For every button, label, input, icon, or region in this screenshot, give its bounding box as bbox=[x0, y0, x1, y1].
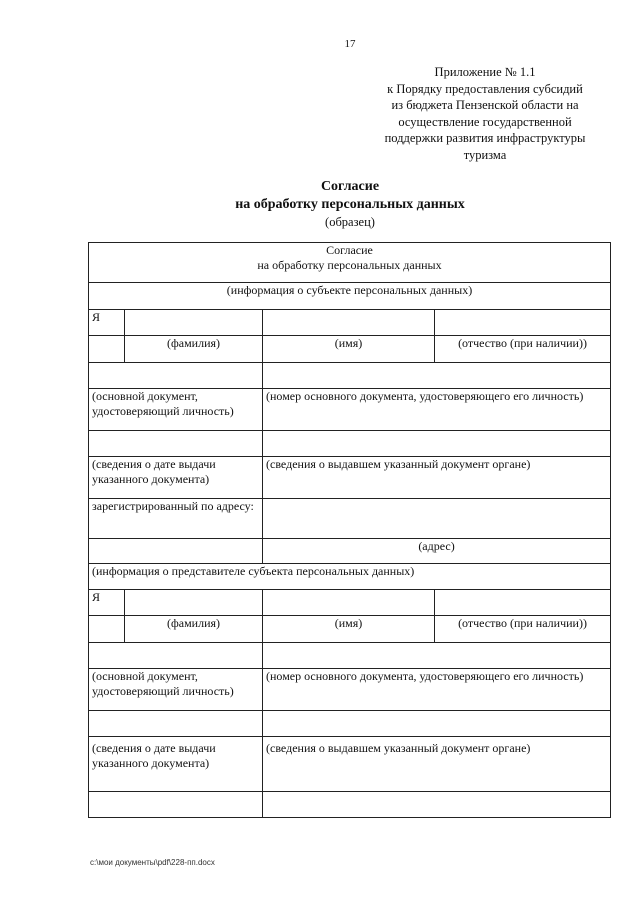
subject-section-label: (информация о субъекте персональных данных) bbox=[89, 283, 611, 310]
form-header-line-2: на обработку персональных данных bbox=[257, 258, 442, 272]
rep-patronymic-caption: (отчество (при наличии)) bbox=[435, 616, 611, 643]
surname-field[interactable] bbox=[125, 310, 263, 336]
appendix-line: из бюджета Пензенской области на bbox=[391, 98, 579, 112]
title-line-3: (образец) bbox=[325, 215, 375, 229]
appendix-line: к Порядку предоставления субсидий bbox=[387, 81, 583, 96]
title-line-1: Согласие bbox=[320, 179, 380, 194]
name-field[interactable] bbox=[263, 310, 435, 336]
rep-extra-field-left[interactable] bbox=[89, 792, 263, 818]
ya-label: Я bbox=[89, 310, 125, 336]
appendix-line: поддержки развития инфраструктуры bbox=[384, 131, 586, 145]
rep-main-doc-caption: (основной документ, удостоверяющий личность) bbox=[89, 669, 263, 711]
address-caption: (адрес) bbox=[263, 539, 611, 564]
main-doc-number-field[interactable] bbox=[263, 363, 611, 389]
title-line-2: на обработку персональных данных bbox=[235, 197, 465, 212]
rep-patronymic-field[interactable] bbox=[435, 590, 611, 616]
address-left-blank bbox=[89, 539, 263, 564]
issue-date-field[interactable] bbox=[89, 431, 263, 457]
rep-main-doc-field[interactable] bbox=[89, 643, 263, 669]
rep-section-label: (информация о представителе субъекта персональных данных) bbox=[89, 564, 611, 590]
rep-issuer-field[interactable] bbox=[263, 711, 611, 737]
rep-main-doc-number-caption: (номер основного документа, удостоверяющего его личность) bbox=[263, 669, 611, 711]
form-header-line-1: Согласие bbox=[326, 243, 373, 257]
patronymic-field[interactable] bbox=[435, 310, 611, 336]
rep-issue-date-caption: (сведения о дате выдачи указанного документа) bbox=[89, 737, 263, 792]
form-header bbox=[89, 243, 611, 283]
rep-issuer-caption: (сведения о выдавшем указанный документ органе) bbox=[263, 737, 611, 792]
rep-issue-date-field[interactable] bbox=[89, 711, 263, 737]
main-doc-field[interactable] bbox=[89, 363, 263, 389]
rep-surname-field[interactable] bbox=[125, 590, 263, 616]
address-field[interactable] bbox=[263, 499, 611, 539]
issuer-field[interactable] bbox=[263, 431, 611, 457]
rep-name-caption: (имя) bbox=[263, 616, 435, 643]
rep-main-doc-number-field[interactable] bbox=[263, 643, 611, 669]
appendix-header bbox=[360, 64, 610, 163]
blank-cell bbox=[89, 616, 125, 643]
surname-caption: (фамилия) bbox=[125, 336, 263, 363]
document-title bbox=[0, 178, 640, 230]
main-doc-number-caption: (номер основного документа, удостоверяющего его личность) bbox=[263, 389, 611, 431]
ya-label: Я bbox=[89, 590, 125, 616]
rep-extra-field-right[interactable] bbox=[263, 792, 611, 818]
page-number: 17 bbox=[344, 38, 356, 50]
main-doc-caption: (основной документ, удостоверяющий личность) bbox=[89, 389, 263, 431]
issuer-caption: (сведения о выдавшем указанный документ органе) bbox=[263, 457, 611, 499]
registered-label: зарегистрированный по адресу: bbox=[89, 499, 263, 539]
patronymic-caption: (отчество (при наличии)) bbox=[435, 336, 611, 363]
issue-date-caption: (сведения о дате выдачи указанного документа) bbox=[89, 457, 263, 499]
consent-form-table bbox=[88, 242, 611, 818]
rep-surname-caption: (фамилия) bbox=[125, 616, 263, 643]
blank-cell bbox=[89, 336, 125, 363]
appendix-line: туризма bbox=[463, 147, 507, 162]
rep-name-field[interactable] bbox=[263, 590, 435, 616]
file-path-footer: c:\мои документы\pdf\228-пп.docx bbox=[90, 858, 215, 867]
appendix-line: Приложение № 1.1 bbox=[434, 65, 536, 79]
appendix-line: осуществление государственной bbox=[398, 114, 572, 129]
name-caption: (имя) bbox=[263, 336, 435, 363]
